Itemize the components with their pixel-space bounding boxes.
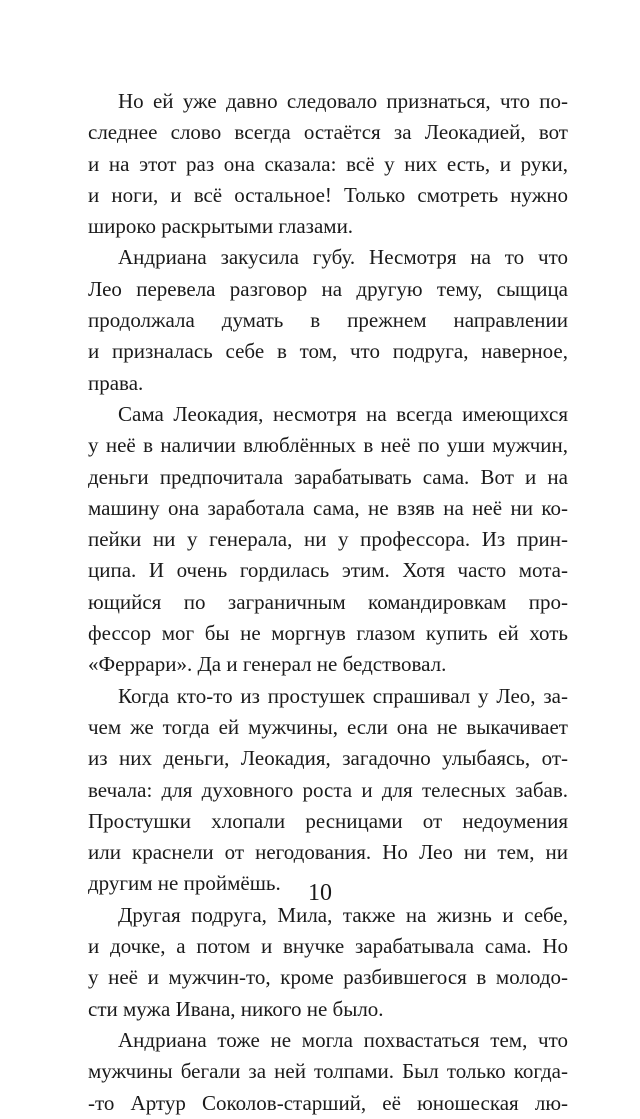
page-number: 10 (308, 880, 332, 906)
text-line: и на этот раз она сказала: всё у них есть, и руки, (88, 151, 568, 176)
text-line: следнее слово всегда остаётся за Леокадией, вот (88, 120, 568, 145)
text-line: и дочке, а потом и внучке зарабатывала сама. Но (88, 934, 568, 959)
book-page-text (88, 86, 568, 1119)
text-line: ципа. И очень гордилась этим. Хотя часто мота- (88, 558, 568, 583)
text-line: машину она заработала сама, не взяв на неё ни ко- (88, 495, 568, 520)
text-line: Андриана закусила губу. Несмотря на то что (118, 245, 568, 270)
text-line: Простушки хлопали ресницами от недоумения (88, 808, 568, 833)
text-line: вечала: для духовного роста и для телесных забав. (88, 777, 568, 802)
text-line: чем же тогда ей мужчины, если она не выкачивает (88, 714, 568, 739)
text-line: Лео перевела разговор на другую тему, сыщица (88, 276, 568, 301)
text-line: Сама Леокадия, несмотря на всегда имеющихся (118, 401, 568, 426)
text-line: права. (88, 370, 144, 395)
text-line: у неё в наличии влюблённых в неё по уши мужчин, (88, 433, 568, 458)
text-line: «Феррари». Да и генерал не бедствовал. (88, 652, 447, 677)
text-line: или краснели от негодования. Но Лео ни тем, ни (88, 840, 568, 865)
text-line: -то Артур Соколов-старший, её юношеская лю- (88, 1090, 568, 1115)
text-line: мужчины бегали за ней толпами. Был только когда- (88, 1059, 568, 1084)
text-line: пейки ни у генерала, ни у профессора. Из прин- (88, 527, 568, 552)
text-line: другим не проймёшь. (88, 871, 281, 896)
text-line: Другая подруга, Мила, также на жизнь и себе, (118, 902, 568, 927)
text-line: ющийся по заграничным командировкам про- (88, 589, 568, 614)
text-line: Но ей уже давно следовало признаться, что по- (118, 89, 568, 113)
text-line: Андриана тоже не могла похвастаться тем, что (118, 1027, 568, 1052)
text-line: сти мужа Ивана, никого не было. (88, 996, 384, 1021)
text-line: продолжала думать в прежнем направлении (88, 308, 568, 333)
text-line: у неё и мужчин-то, кроме разбившегося в молодо- (88, 965, 568, 990)
text-line: и ноги, и всё остальное! Только смотреть нужно (88, 182, 568, 207)
text-line: фессор мог бы не моргнув глазом купить ей хоть (88, 621, 568, 646)
text-line: из них деньги, Леокадия, загадочно улыбаясь, от- (88, 746, 568, 771)
text-line: и призналась себе в том, что подруга, наверное, (88, 339, 568, 364)
text-line: широко раскрытыми глазами. (88, 214, 354, 239)
text-line: деньги предпочитала зарабатывать сама. Вот и на (88, 464, 568, 489)
text-line: Когда кто-то из простушек спрашивал у Лео, за- (118, 683, 568, 708)
